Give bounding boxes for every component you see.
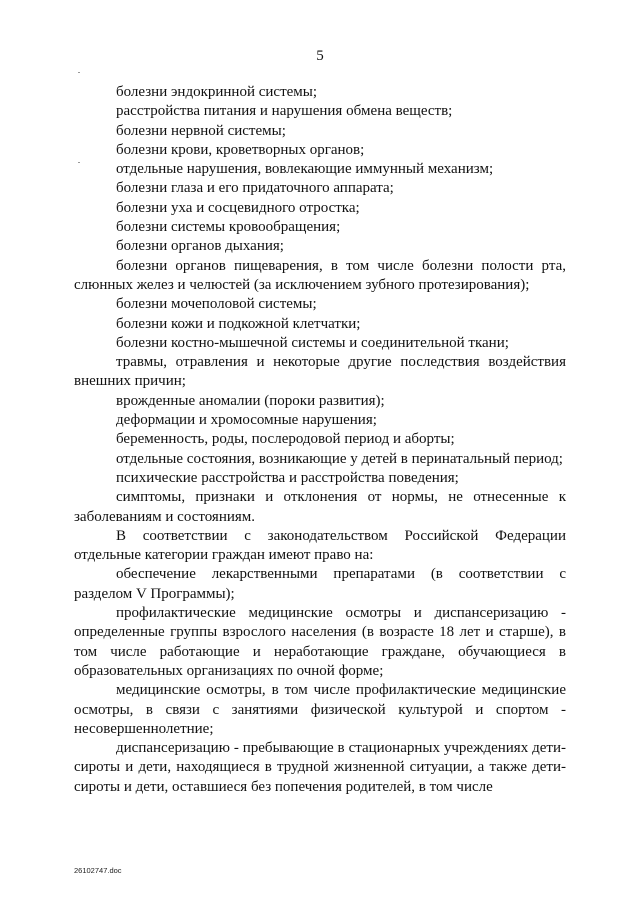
list-item: медицинские осмотры, в том числе профилактические медицинские осмотры, в связи с занятиями физической культурой и спортом - несовершеннолетние; (74, 682, 566, 737)
list-item: диспансеризацию - пребывающие в стационарных учреждениях дети-сироты и дети, находящиеся в трудной жизненной ситуации, а также дети-сироты и дети, оставшиеся без попечения родителей, в том числе (74, 740, 566, 795)
margin-mark (78, 72, 80, 73)
list-item: расстройства питания и нарушения обмена веществ; (116, 103, 453, 120)
list-item: болезни уха и сосцевидного отростка; (116, 199, 360, 216)
document-body (74, 83, 566, 797)
list-item: профилактические медицинские осмотры и диспансеризацию - определенные группы взрослого населения (в возрасте 18 лет и старше), в том числе работающие и неработающие граждане, обучающиеся в образовательных организациях по очной форме; (74, 605, 566, 679)
list-item: отдельные нарушения, вовлекающие иммунный механизм; (116, 161, 494, 178)
list-item: болезни органов пищеварения, в том числе болезни полости рта, слюнных желез и челюстей (за исключением зубного протезирования); (74, 257, 566, 293)
list-item: травмы, отравления и некоторые другие последствия воздействия внешних причин; (74, 354, 566, 390)
list-item: болезни нервной системы; (116, 122, 286, 139)
list-item: болезни костно-мышечной системы и соединительной ткани; (116, 334, 509, 351)
list-item: болезни крови, кроветворных органов; (116, 141, 365, 158)
page-number: 5 (316, 48, 324, 64)
list-item: болезни кожи и подкожной клетчатки; (116, 315, 361, 332)
footer-filename: 26102747.doc (74, 866, 122, 875)
list-item: болезни глаза и его придаточного аппарата; (116, 180, 394, 197)
paragraph: В соответствии с законодательством Российской Федерации отдельные категории граждан имеют право на: (74, 527, 566, 564)
list-item: психические расстройства и расстройства поведения; (116, 469, 459, 486)
list-item: болезни мочеполовой системы; (116, 296, 317, 313)
list-item: болезни органов дыхания; (116, 238, 284, 255)
list-item: симптомы, признаки и отклонения от нормы, не отнесенные к заболеваниям и состояниям. (74, 489, 566, 525)
list-item: болезни эндокринной системы; (116, 84, 318, 100)
list-item: отдельные состояния, возникающие у детей в перинатальный период; (116, 450, 563, 467)
list-item: врожденные аномалии (пороки развития); (116, 392, 385, 409)
list-item: беременность, роды, послеродовой период и аборты; (116, 431, 455, 448)
list-item: деформации и хромосомные нарушения; (116, 412, 377, 429)
list-item: обеспечение лекарственными препаратами (в соответствии с разделом V Программы); (74, 566, 566, 602)
list-item: болезни системы кровообращения; (116, 219, 341, 236)
